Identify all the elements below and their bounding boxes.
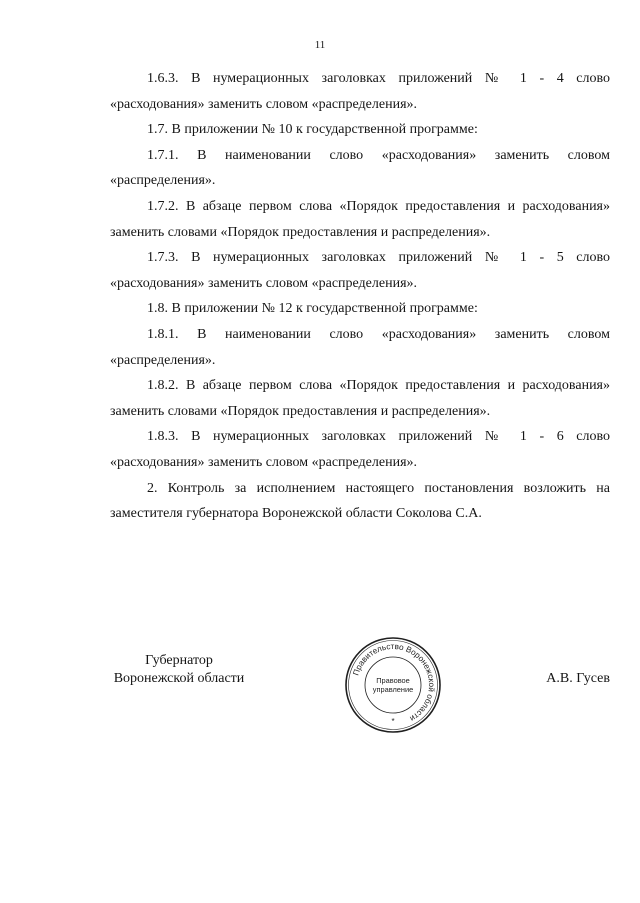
paragraph-1-6-3: 1.6.3. В нумерационных заголовках приложений № 1 - 4 слово «расходования» заменить словом «распределения».	[110, 71, 610, 112]
stamp-star: *	[391, 717, 395, 726]
paragraph-1-8-2: 1.8.2. В абзаце первом слова «Порядок предоставления и расходования» заменить словами «Порядок предоставления и распределения».	[110, 378, 610, 419]
page-number: 11	[314, 39, 326, 51]
paragraph-1-8-3: 1.8.3. В нумерационных заголовках приложений № 1 - 6 слово «расходования» заменить словом «распределения».	[110, 429, 610, 470]
paragraph-1-7: 1.7. В приложении № 10 к государственной программе:	[147, 122, 478, 138]
paragraph-1-7-2: 1.7.2. В абзаце первом слова «Порядок предоставления и расходования» заменить словами «Порядок предоставления и распределения».	[110, 198, 610, 240]
signatory-name: А.В. Гусев	[546, 671, 610, 686]
paragraph-2: 2. Контроль за исполнением настоящего постановления возложить на заместителя губернатора Воронежской области Соколова С.А.	[110, 480, 610, 522]
paragraph-1-8: 1.8. В приложении № 12 к государственной программе:	[147, 301, 478, 317]
signatory-title	[104, 652, 254, 688]
paragraph-1-7-1: 1.7.1. В наименовании слово «расходования» заменить словом «распределения».	[110, 147, 610, 189]
stamp-ring-text: Правительство Воронежской области	[351, 641, 437, 724]
paragraph-1-7-3: 1.7.3. В нумерационных заголовках приложений № 1 - 5 слово «расходования» заменить словом «распределения».	[110, 250, 610, 291]
signatory-title-line-2: Воронежской области	[113, 671, 245, 686]
signatory-title-line-1: Губернатор	[145, 653, 213, 668]
stamp-center-line-1: Правовое	[376, 676, 410, 685]
official-stamp	[343, 635, 443, 735]
stamp-center-line-2: управление	[372, 685, 414, 694]
paragraph-1-8-1: 1.8.1. В наименовании слово «расходования» заменить словом «распределения».	[110, 326, 610, 368]
